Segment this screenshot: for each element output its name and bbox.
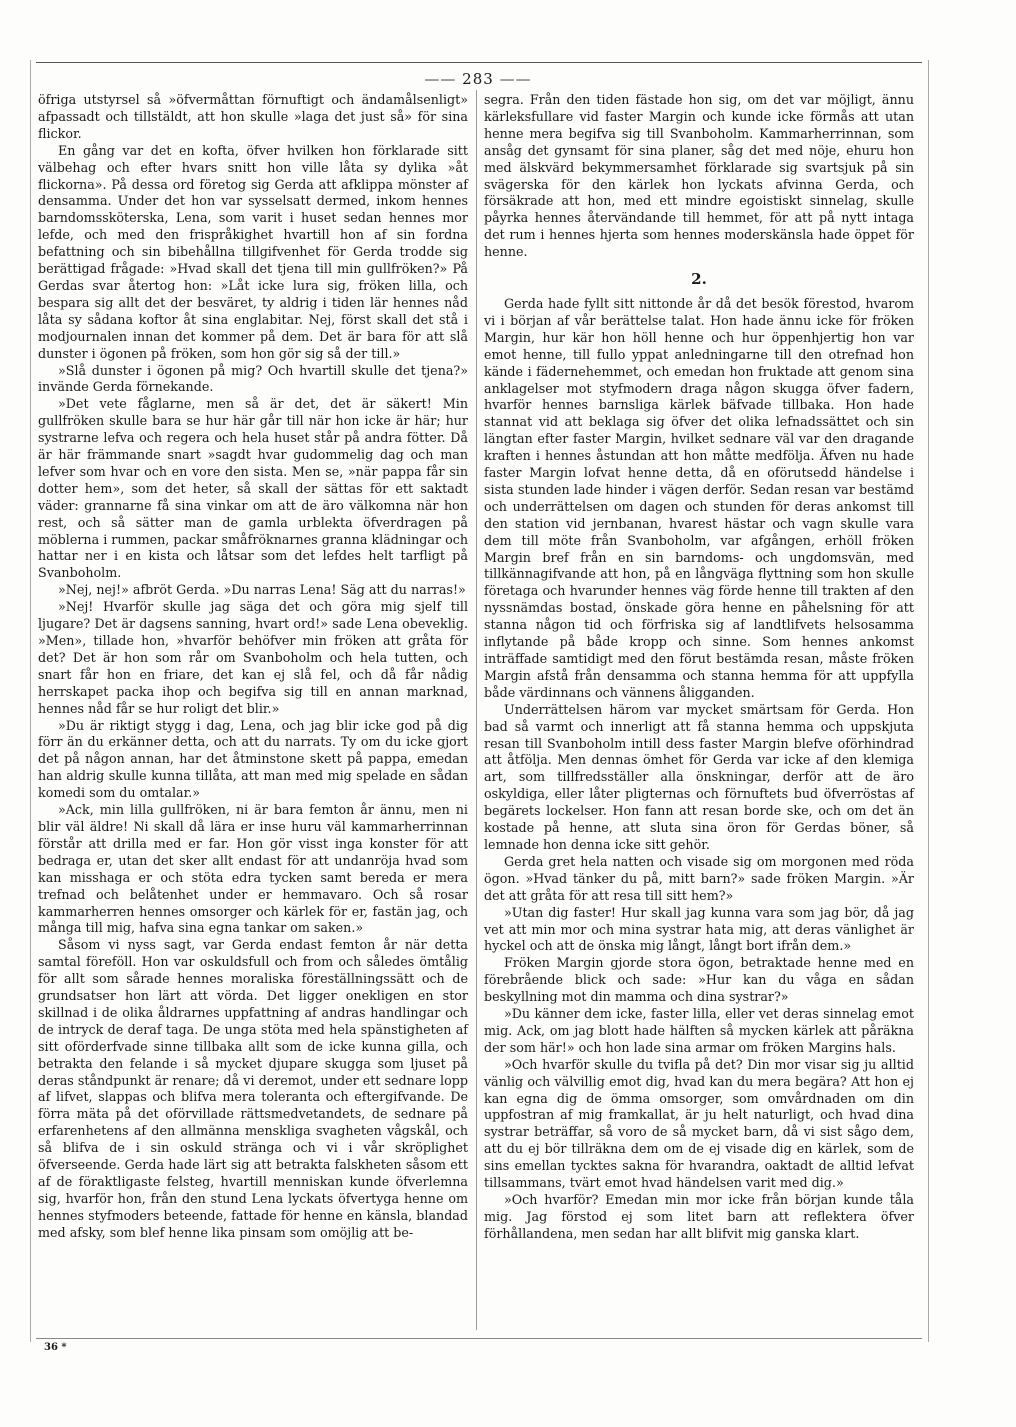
paragraph: »Nej, nej!» afbröt Gerda. »Du narras Lena! Säg att du narras!» (58, 582, 466, 598)
paragraph: »Utan dig faster! Hur skall jag kunna vara som jag bör, då jag vet att min mor och mina systrar hata mig, att deras vänlighet är hyckel och att de önska mig långt, långt bort ifrån dem.» (484, 904, 914, 954)
paragraph: »Du är riktigt stygg i dag, Lena, och jag blir icke god på dig förr än du erkänner detta, och att du narrats. Ty om du icke gjort det på någon annan, har det åtminstone skett på pappa, emedan han aldrig skulle kunna tillåta, att man med mig spelade en sådan komedi som du omtalar.» (38, 717, 468, 801)
page-frame-right (928, 60, 929, 1342)
paragraph: En gång var det en kofta, öfver hvilken hon förklarade sitt välbehag och efter hvars snitt hon ville låta sy dylika »åt flickorna». På dessa ord företog sig Gerda att afklippa mönster af densamma. Under det hon var sysselsatt dermed, inkom hennes barndomssköterska, Lena, som varit i huset sedan hennes mor lefde, och med den frispråkighet hvartill hon af sin fordna befattning och sin bibehållna tillgifvenhet för Gerda trodde sig berättigad frågade: »Hvad skall det tjena till min gullfröken?» På Gerdas svar återtog hon: »Låt icke lura sig, fröken lilla, och bespara sig allt det der besväret, ty aldrig i tiden lär hennes nåd låta sy sådana koftor åt sina englabitar. Nej, först skall det stå i modjournalen innan det kommer på dem. Det är bara för att slå dunster i ögonen på fröken, som hon gör sig så der till.» (38, 142, 468, 361)
paragraph: »Nej! Hvarför skulle jag säga det och göra mig sjelf till ljugare? Det är dagsens sanning, hvart ord!» sade Lena obeveklig. »Men», tillade hon, »hvarför behöfver min fröken att gråta för det? Det är hon som rår om Svanboholm och hela tutten, och snart får hon en friare, det kan ej slå fel, och då får nådig herrskapet packa ihop och begifva sig till en annan marknad, hennes nåd får se hur roligt det blir.» (38, 599, 468, 716)
left-column (38, 92, 468, 1242)
paragraph: Gerda gret hela natten och visade sig om morgonen med röda ögon. »Hvad tänker du på, mitt barn?» sade fröken Margin. »Är det att gråta för att resa till sitt hem?» (484, 853, 914, 903)
page-number-dash-left: —— (424, 70, 457, 88)
paragraph: »Och hvarför skulle du tvifla på det? Din mor visar sig ju alltid vänlig och välvillig emot dig, hvad kan du mera begära? Att hon ej kan egna dig de ömma omsorger, som omvårdnaden om din uppfostran af mig framkallat, är ju helt naturligt, och hvad dina systrar beträffar, så voro de så mycket barn, då vi sist sågo dem, att du ej bör tillräkna dem om de ej visade dig en kärlek, som de sins emellan tycktes sakna för hvarandra, oaktadt de alltid lefvat tillsammans, tvärt emot hvad händelsen varit med dig.» (484, 1056, 914, 1191)
section-heading: 2. (691, 270, 707, 289)
page-number-dash-right: —— (499, 70, 532, 88)
page-number-header (0, 70, 956, 88)
paragraph: »Du känner dem icke, faster lilla, eller vet deras sinnelag emot mig. Ack, om jag blott hade hälften så mycken kärlek att påräkna der som här!» och hon lade sina armar om fröken Margins hals. (484, 1006, 914, 1055)
right-column-section-body (484, 296, 914, 1243)
paragraph: öfriga utstyrsel så »öfvermåttan förnuftigt och ändamålsenligt» afpassadt och tillstäldt, att hon skulle »laga det just så» för sina flickor. (38, 92, 468, 141)
paragraph: »Och hvarför? Emedan min mor icke från början kunde tåla mig. Jag förstod ej som litet barn att reflektera öfver förhållandena, men sedan har allt blifvit mig ganska klart. (484, 1192, 914, 1241)
page-number: 283 (462, 70, 494, 88)
paragraph: Fröken Margin gjorde stora ögon, betraktade henne med en förebrående blick och sade: »Hur kan du våga en sådan beskyllning mot din mamma och dina systrar?» (484, 955, 914, 1005)
paragraph: »Slå dunster i ögonen på mig? Och hvartill skulle det tjena?» invände Gerda förnekande. (38, 362, 468, 395)
header-rule (36, 62, 922, 63)
paragraph: Såsom vi nyss sagt, var Gerda endast femton år när detta samtal föreföll. Hon var oskuldsfull och from och således ömtålig för allt som sårade hennes moraliska föreställningssätt och de grundsatser hon lärt att vörda. Det ligger onekligen en stor skillnad i de olika åldrarnes uppfattning af andras handlingar och de intryck de deraf taga. De unga stöta med hela spänstigheten af sitt oförderfvade sinne tillbaka allt som de icke kunna gilla, och betrakta den felande i så mycket djupare skugga som ljuset på deras ståndpunkt är renare; då vi deremot, under ett sednare lopp af lifvet, slappas och blifva mera toleranta och eftergifvande. De förra mäta på det oförvillade rättsmedvetandets, de sednare på erfarenhetens af den allmänna menskliga svagheten vågskål, och så blifva de i sin oskuld stränga och vi i vår skröplighet öfverseende. Gerda hade lärt sig att betrakta falskheten såsom ett af de föraktligaste felsteg, hvartill menniskan kunde öfverlemna sig, hvarför hon, från den stund Lena lyckats öfvertyga henne om hennes styfmoders beteende, fattade för henne en känsla, blandad med afsky, som blef henne lika pinsam som omöjlig att be- (38, 937, 468, 1240)
right-column (484, 92, 914, 1243)
right-column-opening (484, 92, 914, 261)
paragraph: segra. Från den tiden fästade hon sig, om det var möjligt, ännu kärleksfullare vid faster Margin och kunde icke förmås att utan henne mera begifva sig till Svanboholm. Kammarherrinnan, som ansåg det gynsamt för sina planer, såg det med nöje, ehuru hon med älskvärd bekymmersamhet förklarade sig svartsjuk på sin svägerska för den kärlek hon lyckats afvinna Gerda, och försäkrade att hon, med ett mindre egoistiskt sinnelag, skulle påyrka hennes återvändande till hemmet, för att på nytt intaga det rum i hennes hjerta som hennes moderskänsla hade öppet för henne. (484, 92, 914, 260)
paragraph: »Det vete fåglarne, men så är det, det är säkert! Min gullfröken skulle bara se hur här går till när hon icke är här; hur systrarne lefva och regera och hela huset står på andra fötter. Då är här främmande snart »sagdt hvar gudommelig dag och man lefver som hvar och en vore den sista. Men se, »när pappa får sin dotter hem», som det heter, så skall der sättas för ett saktadt väder: grannarne få sina vinkar om att de äro välkomna när hon rest, och så sätter man de gamla urblekta öfverdragen på möblerna i rummen, packar småfröknarnes granna klädningar och hattar ner i en kista och låtsar som det lefdes helt tarfligt på Svanboholm. (38, 396, 468, 581)
footer-rule (36, 1338, 922, 1339)
column-divider (476, 90, 477, 1330)
page-frame-left (30, 60, 31, 1342)
signature-mark: 36 * (44, 1342, 67, 1353)
paragraph: Gerda hade fyllt sitt nittonde år då det besök förestod, hvarom vi i början af vår berättelse talat. Hon hade ännu icke för fröken Margin, hur kär hon höll henne och hur öppenhjertig hon var emot henne, till fullo yppat anledningarne till den otrefnad hon kände i fädernehemmet, och emedan hon fruktade att genom sina anklagelser mot styfmodern draga någon skugga öfver fadern, hvarför hennes barnsliga kärlek bäfvade tillbaka. Hon hade stannat vid att beklaga sig öfver det olika lefnadssättet och sin längtan efter faster Margin, hvilket sednare väl var den dragande kraften i hennes åstundan att hon måtte medfölja. Äfven nu hade faster Margin lofvat henne detta, då en oförutsedd händelse i sista stunden lade hinder i vägen derför. Sedan resan var bestämd och underrättelsen om dagen och stunden för deras ankomst till den station vid jernbanan, hvarest hästar och vagn skulle vara dem till möte från Svanboholm, var afgången, erhöll fröken Margin bref från en sin barndoms- och ungdomsvän, med tillkännagifvande att hon, på en långväga flyttning som hon skulle företaga och hvarunder hennes väg förde henne till trakten af den nyssnämdas bostad, önskade göra henne en påhelsning för att stanna någon tid och förfriska sig af landtlifvets helsosamma inflytande på både kropp och sinne. Som hennes ankomst inträffade samtidigt med den förut bestämda resan, måste fröken Margin afstå från densamma och stanna hemma för att uppfylla både värdinnans och vännens åligganden. (484, 295, 914, 700)
paragraph: Underrättelsen härom var mycket smärtsam för Gerda. Hon bad så varmt och innerligt att få stanna hemma och uppskjuta resan till Svanboholm intill dess faster Margin blefve oförhindrad att åtfölja. Men dennas ömhet för Gerda var icke af den klemiga art, som tillfredsställer alla önskningar, derför att de äro oskyldiga, eller låter pligternas och förnuftets bud öfverröstas af begärets lockelser. Hon fann att resan borde ske, och om det än kostade på henne, att sluta sina öron för Gerdas böner, så lemnade hon denna icke sitt gehör. (484, 701, 914, 852)
paragraph: »Ack, min lilla gullfröken, ni är bara femton år ännu, men ni blir väl äldre! Ni skall då lära er inse huru väl kammarherrinnan förstår att drilla med er far. Hon gör visst inga konster för att bedraga er, utan det sker allt endast för att undanröja hvad som kan misshaga er och stöta edra tycken samt bereda er mera trefnad och belåtenhet under er hemmavaro. Och så rosar kammarherren hennes omsorger och kärlek för er, fastän jag, och många till mig, hafva sina egna tankar om saken.» (38, 802, 468, 936)
